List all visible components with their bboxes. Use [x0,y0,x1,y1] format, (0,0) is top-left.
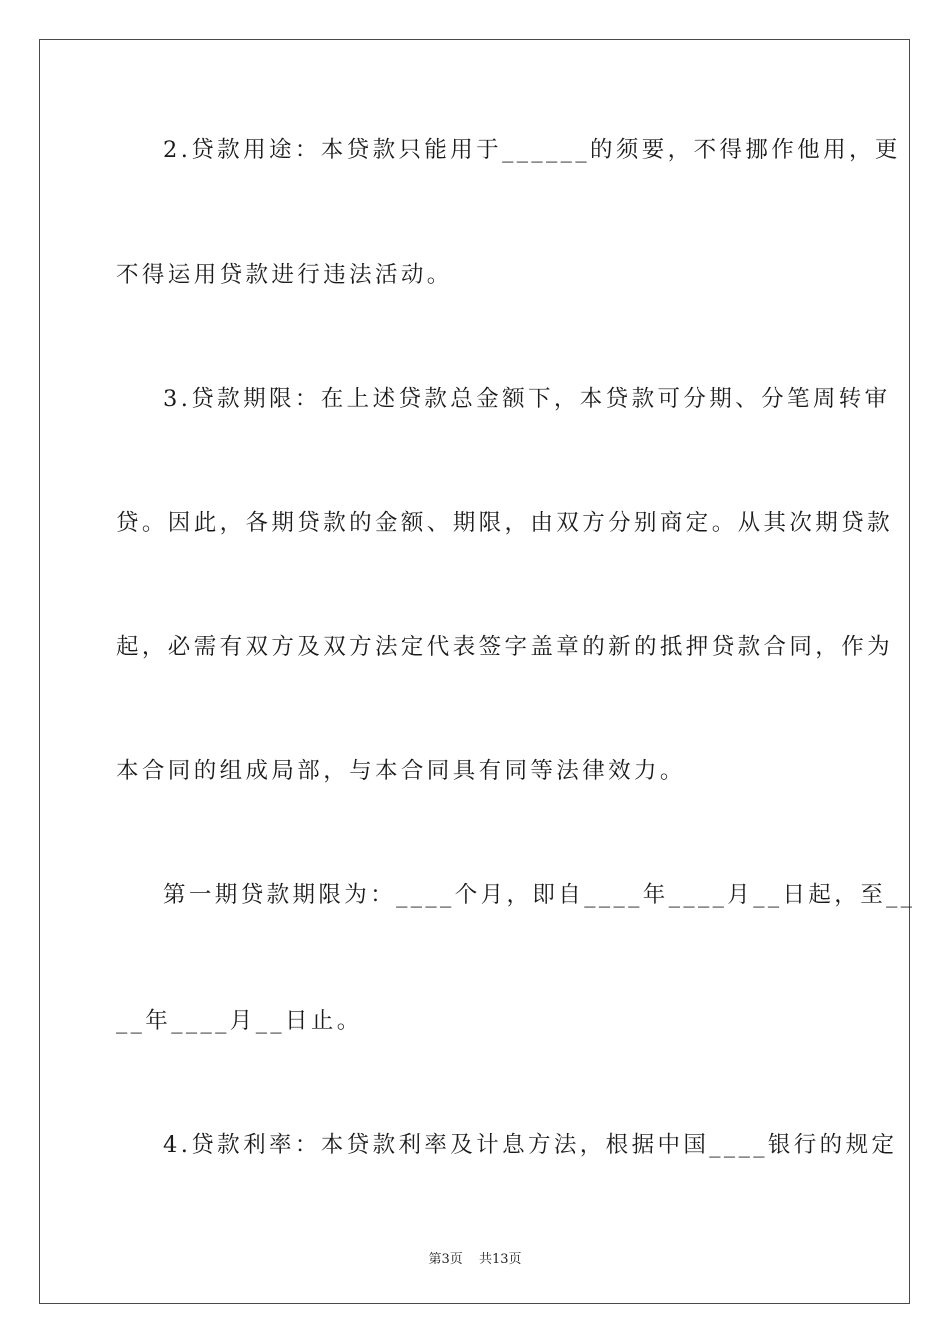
page-footer [0,1248,950,1267]
paragraph-line-first-period-cont: __年____月__日止。 [116,1008,363,1034]
paragraph-line-loan-purpose-cont: 不得运用贷款进行违法活动。 [116,262,453,288]
paragraph-line-loan-purpose: 2.贷款用途：本贷款只能用于______的须要，不得挪作他用，更 [163,137,901,163]
page-number: 第3页 [428,1252,463,1267]
paragraph-line-loan-term: 3.贷款期限：在上述贷款总金额下，本贷款可分期、分笔周转审 [163,386,891,412]
page-total: 共13页 [478,1252,522,1267]
paragraph-line-loan-term-cont-1: 贷。因此，各期贷款的金额、期限，由双方分别商定。从其次期贷款 [116,510,894,536]
paragraph-line-interest-rate: 4.贷款利率：本贷款利率及计息方法，根据中国____银行的规定 [163,1132,898,1158]
paragraph-line-first-period: 第一期贷款期限为：____个月，即自____年____月__日起，至__ [163,882,916,908]
page-border [39,39,916,1304]
paragraph-line-loan-term-cont-3: 本合同的组成局部，与本合同具有同等法律效力。 [116,758,686,784]
paragraph-line-loan-term-cont-2: 起，必需有双方及双方法定代表签字盖章的新的抵押贷款合同，作为 [116,634,894,660]
